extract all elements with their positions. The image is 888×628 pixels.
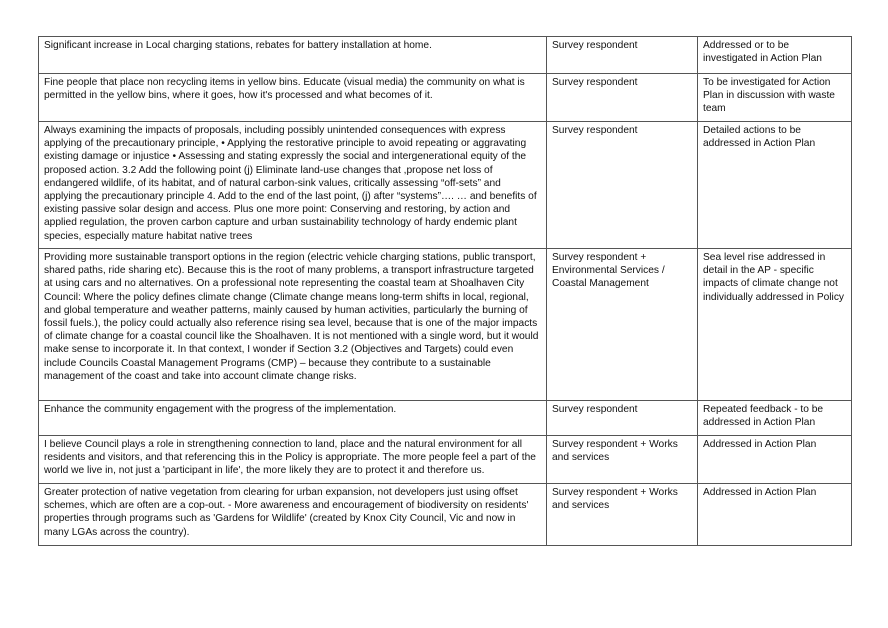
table-row	[39, 37, 852, 74]
response-cell: Sea level rise addressed in detail in the AP - specific impacts of climate change not individually addressed in Policy	[698, 249, 852, 401]
comment-cell: I believe Council plays a role in strengthening connection to land, place and the natural environment for all residents and visitors, and that referencing this in the Policy is appropriate. The more people feel a part of the world we live in, not just a 'participant in life', the more likely they are to protect it and therefore us.	[39, 436, 547, 484]
source-cell: Survey respondent	[547, 401, 698, 436]
feedback-table	[38, 36, 852, 546]
source-cell: Survey respondent	[547, 37, 698, 74]
table-row	[39, 484, 852, 546]
comment-cell: Fine people that place non recycling items in yellow bins. Educate (visual media) the community on what is permitted in the yellow bins, where it goes, how it's processed and what becomes of it.	[39, 74, 547, 122]
response-cell: To be investigated for Action Plan in discussion with waste team	[698, 74, 852, 122]
response-cell: Addressed or to be investigated in Action Plan	[698, 37, 852, 74]
table-row	[39, 401, 852, 436]
comment-cell: Greater protection of native vegetation from clearing for urban expansion, not developers just using offset schemes, which are often are a cop-out. - More awareness and encouragement of biodiversity on residents' properties through programs such as 'Gardens for Wildlife' (created by Knox City Council, Vic and now in many LGAs across the country).	[39, 484, 547, 546]
source-cell: Survey respondent + Works and services	[547, 436, 698, 484]
source-cell: Survey respondent + Environmental Services / Coastal Management	[547, 249, 698, 401]
table-row	[39, 436, 852, 484]
comment-cell: Significant increase in Local charging stations, rebates for battery installation at home.	[39, 37, 547, 74]
source-cell: Survey respondent	[547, 122, 698, 249]
table-row	[39, 249, 852, 401]
source-cell: Survey respondent	[547, 74, 698, 122]
table-row	[39, 122, 852, 249]
comment-cell: Enhance the community engagement with the progress of the implementation.	[39, 401, 547, 436]
response-cell: Repeated feedback - to be addressed in Action Plan	[698, 401, 852, 436]
comment-cell: Always examining the impacts of proposals, including possibly unintended consequences with express applying of the precautionary principle, • Applying the restorative principle to avoid repeating or aggravating existing damage or injustice • Assessing and stating expressly the social and intergenerational equity of the proposed action. 3.2 Add the following point (j) Eliminate land-use changes that ,propose net loss of endangered wildlife, of its habitat, and of natural carbon-sink values, critically assessing “off-sets” and applying the precautionary principle 4. Add to the end of the last point, (j) after “systems”…. … and benefits of existing passive solar design and access. Plus one more point: Conserving and restoring, by action and applied regulation, the proven carbon capture and urban sustainability technology of hardy endemic plant species, especially mature habitat native trees	[39, 122, 547, 249]
comment-cell: Providing more sustainable transport options in the region (electric vehicle charging stations, public transport, shared paths, ride sharing etc). Because this is the root of many problems, a transport infrastructure targeted at using cars and no alternatives. On a professional note representing the coastal team at Shoalhaven City Council: Where the policy defines climate change (Climate change means long-term shifts in local, regional, and global temperature and weather patterns, mainly caused by human activities, particularly the burning of fossil fuels.), the policy could actually also reference rising sea level, because that is one of the major impacts of climate change for a coastal council like the Shoalhaven. It is not mentioned with a single word, but it would make sense to incorporate it. In that context, I wonder if Section 3.2 (Objectives and Targets) could even include Councils Coastal Management Programs (CMP) – because they contribute to a sustainable management of the coast and take into account climate change risks.	[39, 249, 547, 401]
source-cell: Survey respondent + Works and services	[547, 484, 698, 546]
response-cell: Addressed in Action Plan	[698, 484, 852, 546]
response-cell: Addressed in Action Plan	[698, 436, 852, 484]
response-cell: Detailed actions to be addressed in Action Plan	[698, 122, 852, 249]
table-row	[39, 74, 852, 122]
